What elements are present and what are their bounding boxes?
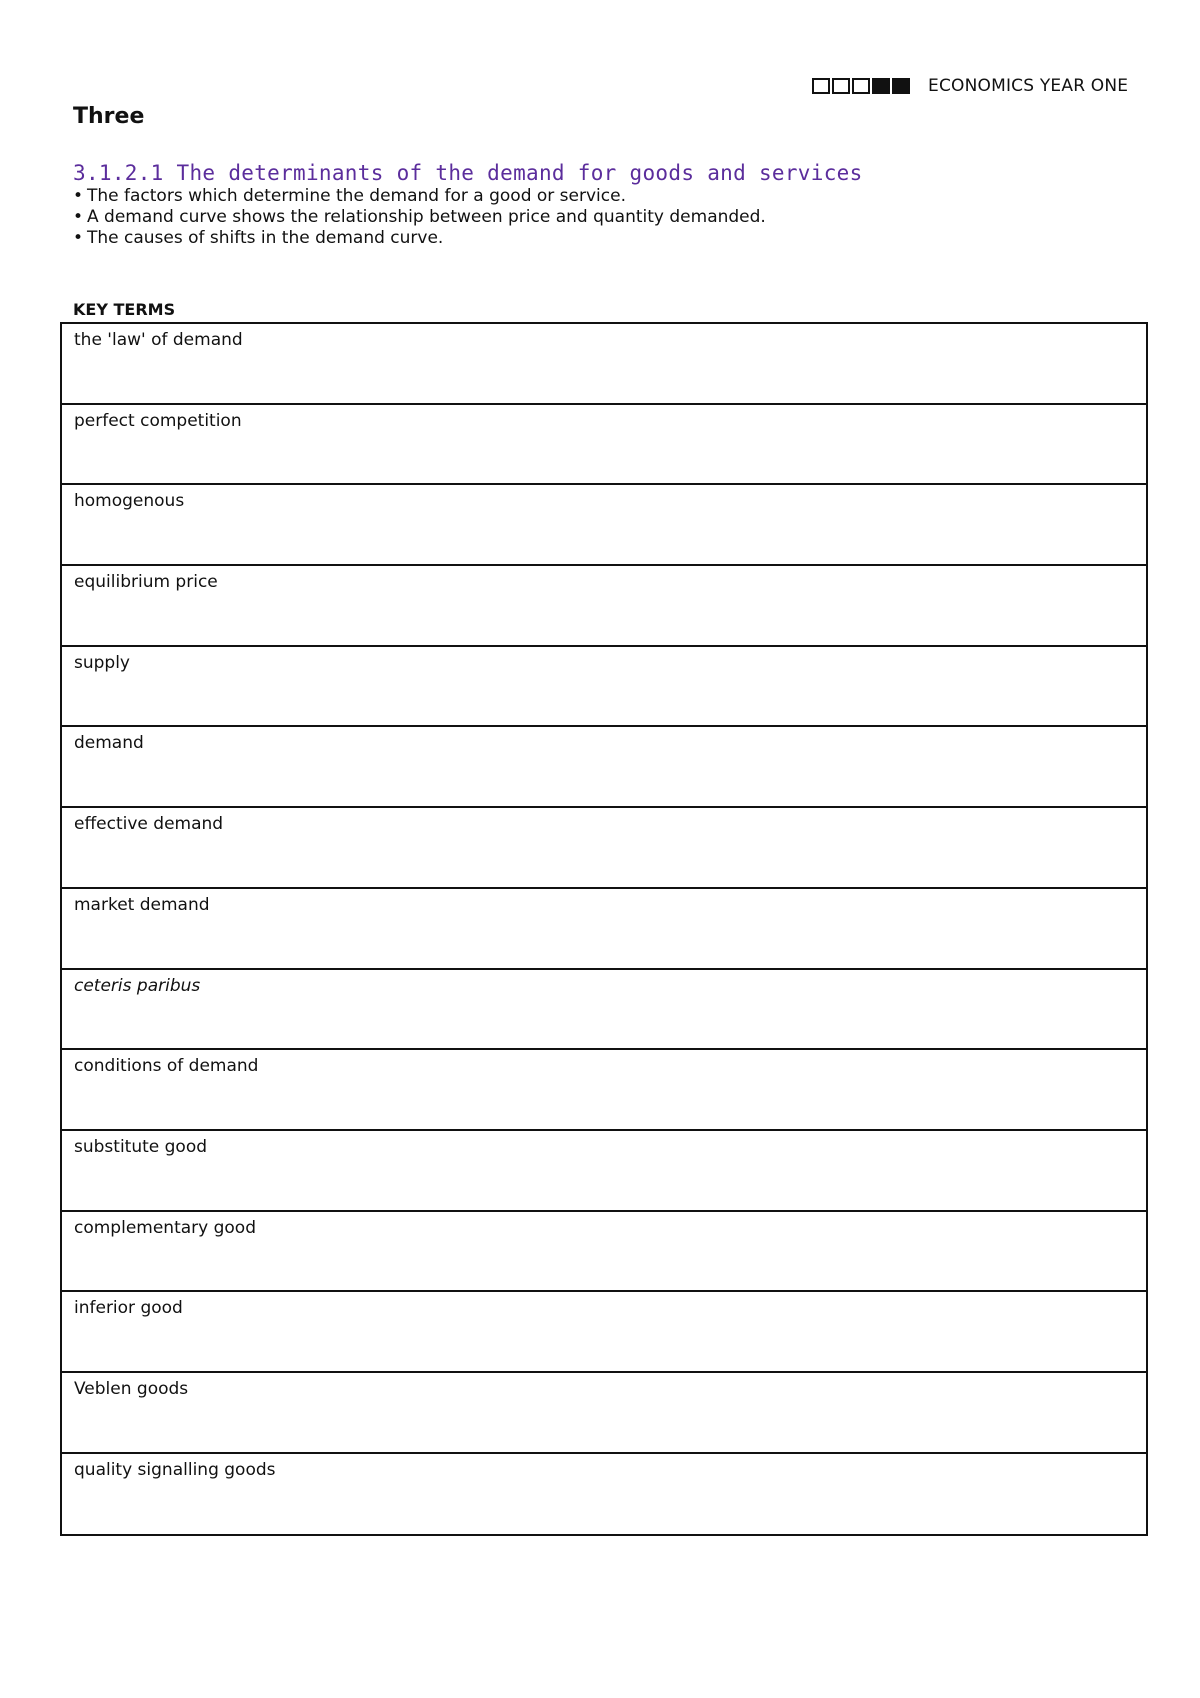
table-row[interactable]	[62, 405, 1146, 486]
course-label: ECONOMICS YEAR ONE	[928, 76, 1129, 96]
key-terms-label: KEY TERMS	[73, 300, 176, 319]
progress-box-filled-icon	[872, 78, 890, 94]
progress-box-empty-icon	[812, 78, 830, 94]
table-row[interactable]	[62, 970, 1146, 1051]
list-item	[73, 228, 766, 249]
bullet-icon: •	[73, 207, 84, 227]
table-row[interactable]	[62, 889, 1146, 970]
bullet-icon: •	[73, 186, 84, 206]
term-label: the 'law' of demand	[74, 330, 243, 350]
objectives-list	[73, 186, 766, 249]
list-item-text: The causes of shifts in the demand curve.	[87, 228, 444, 248]
table-row[interactable]	[62, 1050, 1146, 1131]
progress-boxes	[812, 78, 910, 94]
table-row[interactable]	[62, 1131, 1146, 1212]
term-label: supply	[74, 652, 130, 673]
section-heading: 3.1.2.1 The determinants of the demand for goods and services	[73, 161, 863, 185]
term-label: ceteris paribus	[74, 975, 201, 996]
progress-box-empty-icon	[832, 78, 850, 94]
term-label: homogenous	[74, 491, 185, 512]
page-header	[812, 76, 1128, 96]
list-item-text: A demand curve shows the relationship between price and quantity demanded.	[87, 207, 766, 227]
table-row[interactable]	[62, 1292, 1146, 1373]
list-item-text: The factors which determine the demand for a good or service.	[87, 186, 626, 206]
term-label: complementary good	[74, 1217, 256, 1238]
table-row[interactable]	[62, 647, 1146, 728]
list-item	[73, 207, 766, 228]
key-terms-table	[60, 322, 1148, 1536]
term-label: Veblen goods	[74, 1378, 189, 1399]
term-label: quality signalling goods	[74, 1459, 276, 1480]
term-label: market demand	[74, 894, 210, 915]
term-label: conditions of demand	[74, 1056, 259, 1077]
term-label: substitute good	[74, 1136, 208, 1157]
table-row[interactable]	[62, 566, 1146, 647]
term-label: effective demand	[74, 814, 224, 835]
table-row[interactable]	[62, 808, 1146, 889]
table-row[interactable]	[62, 485, 1146, 566]
term-label: equilibrium price	[74, 572, 218, 593]
table-row[interactable]	[62, 727, 1146, 808]
bullet-icon: •	[73, 228, 84, 248]
table-row[interactable]	[62, 1454, 1146, 1535]
term-label: inferior good	[74, 1298, 183, 1319]
progress-box-empty-icon	[852, 78, 870, 94]
term-label: perfect competition	[74, 410, 242, 431]
table-row[interactable]	[62, 1212, 1146, 1293]
term-label: demand	[74, 733, 144, 754]
table-row[interactable]	[62, 324, 1146, 405]
list-item	[73, 186, 766, 207]
table-row[interactable]	[62, 1373, 1146, 1454]
progress-box-filled-icon	[892, 78, 910, 94]
unit-title: Three	[73, 104, 145, 129]
